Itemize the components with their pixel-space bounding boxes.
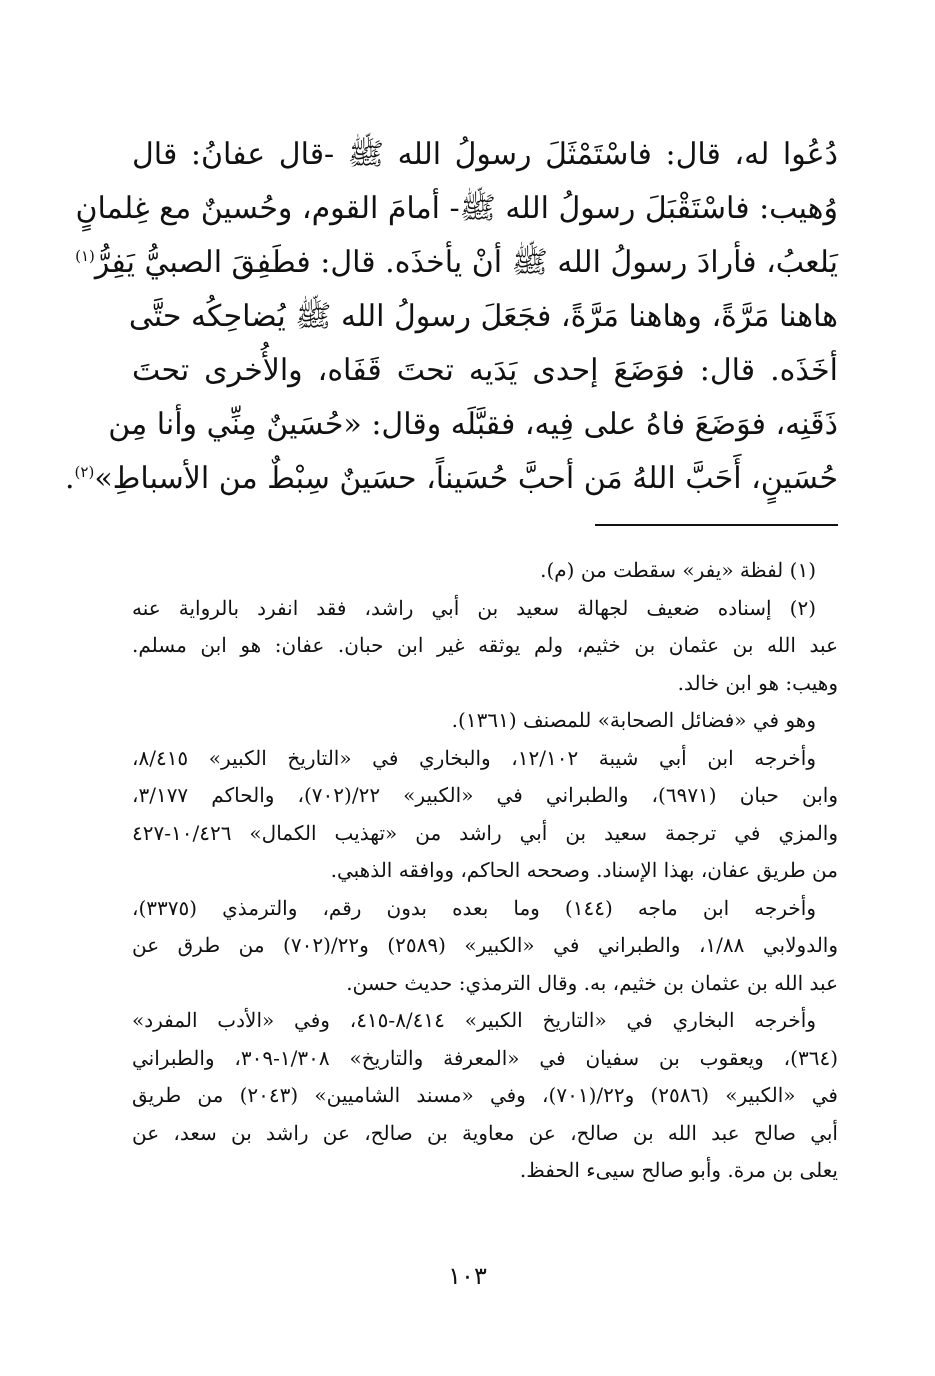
footnote-ref-1: (١)	[75, 247, 95, 265]
footnote-line: وأخرجه ابن ماجه (١٤٤) وما بعده بدون رقم، والترمذي (٣٣٧٥)،	[132, 895, 816, 920]
footnote-line: وهيب: هو ابن خالد.	[677, 670, 838, 695]
footnote-line: في «الكبير» (٢٥٨٦) و٢٢/(٧٠١)، وفي «مسند الشاميين» (٢٠٤٣) من طريق	[132, 1083, 838, 1107]
footnote-line: يعلى بن مرة. وأبو صالح سيىء الحفظ.	[519, 1158, 838, 1182]
main-text-line-3	[75, 236, 838, 290]
footnote-line: (١) لفظة «يفر» سقطت من (م).	[540, 558, 816, 582]
footnote-line: والدولابي ١/٨٨، والطبراني في «الكبير» (٢٥٨٩) و٢٢/(٧٠٢) من طرق عن	[132, 933, 838, 957]
footnote-line: وأخرجه ابن أبي شيبة ١٢/١٠٢، والبخاري في «التاريخ الكبير» ٨/٤١٥،	[132, 745, 816, 770]
footnote-line: أبي صالح عبد الله بن صالح، عن معاوية بن صالح، عن راشد بن سعد، عن	[132, 1120, 838, 1145]
footnote-line: من طريق عفان، بهذا الإسناد. وصححه الحاكم، ووافقه الذهبي.	[330, 858, 838, 882]
main-text-line-3-text: يَلعبُ، فأرادَ رسولُ الله ﷺ أنْ يأخذَه. قال: فطَفِقَ الصبيُّ يَفِرُّ	[94, 245, 838, 280]
footnote-line: وهو في «فضائل الصحابة» للمصنف (١٣٦١).	[451, 708, 816, 732]
main-text-line-5: أخَذَه. قال: فوَضَعَ إحدى يَدَيه تحتَ قَفَاه، والأُخرى تحتَ	[132, 353, 838, 388]
main-text-line-6: ذَقَنِه، فوَضَعَ فاهُ على فِيه، فقبَّلَه وقال: «حُسَينٌ مِنِّي وأنا مِن	[108, 407, 838, 442]
main-text-line-4: هاهنا مَرَّةً، وهاهنا مَرَّةً، فجَعَلَ رسولُ الله ﷺ يُضاحِكُه حتَّى	[128, 299, 838, 334]
footnote-line: وأخرجه البخاري في «التاريخ الكبير» ٨/٤١٤-٤١٥، وفي «الأدب المفرد»	[132, 1008, 817, 1032]
main-text-block	[65, 128, 838, 506]
footnote-line: (٣٦٤)، ويعقوب بن سفيان في «المعرفة والتاريخ» ١/٣٠٨-٣٠٩، والطبراني	[132, 1045, 838, 1070]
main-text-line-1: دُعُوا له، قال: فاسْتَمْثَلَ رسولُ الله ﷺ -قال عفانُ: قال	[132, 137, 838, 172]
footnote-line: عبد الله بن عثمان بن خثيم، ولم يوثقه غير ابن حبان. عفان: هو ابن مسلم.	[132, 633, 838, 657]
footnotes-block	[132, 552, 838, 1190]
footnote-line: وابن حبان (٦٩٧١)، والطبراني في «الكبير» ٢٢/(٧٠٢)، والحاكم ٣/١٧٧،	[132, 783, 838, 807]
footnote-line: والمزي في ترجمة سعيد بن أبي راشد من «تهذيب الكمال» ١٠/٤٢٦-٤٢٧	[132, 820, 838, 845]
footnote-separator-rule	[595, 524, 838, 526]
footnote-ref-2: (٢)	[74, 463, 95, 481]
main-text-final-period: .	[65, 461, 75, 496]
page-number: ١٠٣	[448, 1262, 487, 1290]
main-text-line-2: وُهيب: فاسْتَقْبَلَ رسولُ الله ﷺ- أمامَ القوم، وحُسينٌ مع غِلمانٍ	[75, 191, 838, 226]
main-text-line-7-text: حُسَينٍ، أَحَبَّ اللهُ مَن أحبَّ حُسَيناً، حسَينٌ سِبْطٌ من الأسباطِ»	[94, 461, 838, 496]
main-text-line-7	[65, 452, 838, 506]
footnote-line: عبد الله بن عثمان بن خثيم، به. وقال الترمذي: حديث حسن.	[346, 970, 838, 995]
footnote-line: (٢) إسناده ضعيف لجهالة سعيد بن أبي راشد، فقد انفرد بالرواية عنه	[132, 595, 816, 620]
